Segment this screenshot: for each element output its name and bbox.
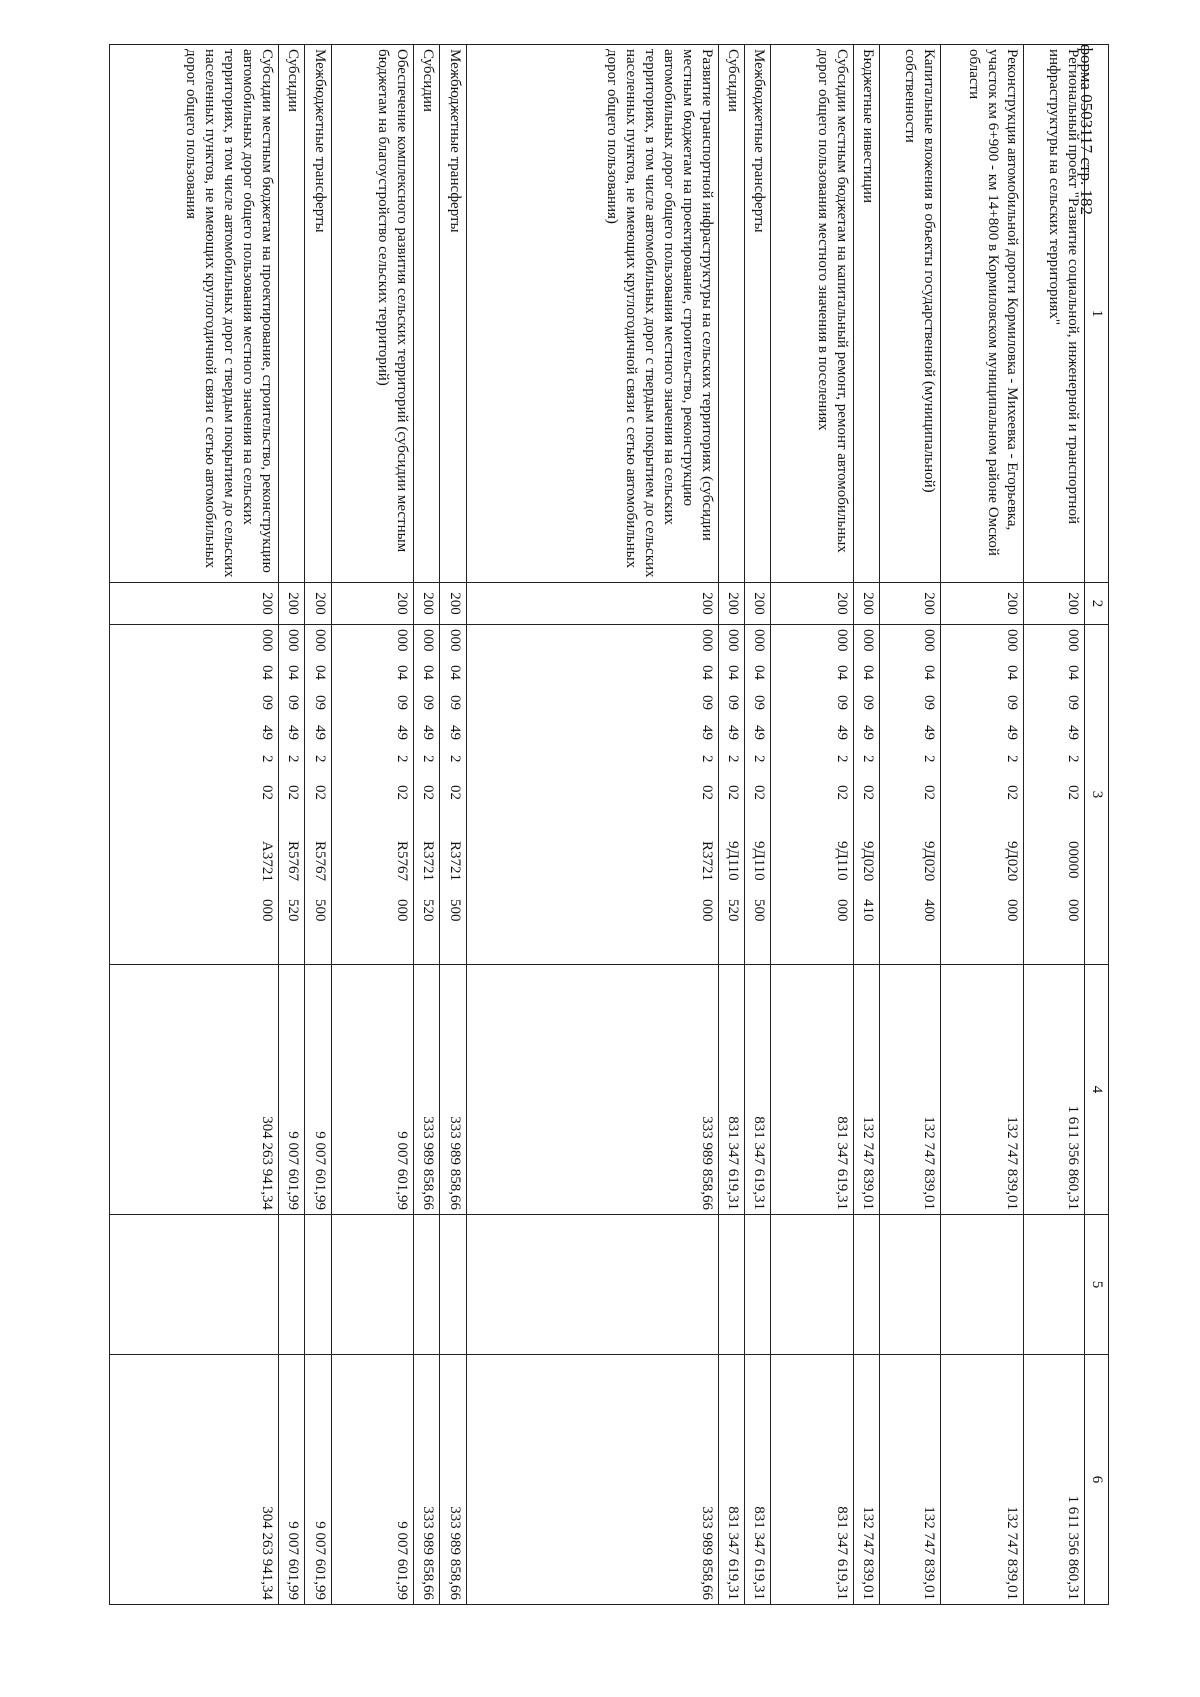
code-part: 04: [725, 665, 742, 680]
code-part: 2: [725, 755, 742, 763]
code-part: 000: [921, 629, 938, 652]
row-line-code: 200: [466, 583, 718, 625]
code-part: R5767: [393, 841, 410, 882]
code-part: 2: [285, 755, 302, 763]
code-part: 000: [420, 629, 437, 652]
code-part: 09: [420, 695, 437, 710]
row-classification-code: [440, 625, 466, 965]
row-classification-code: [1023, 625, 1084, 965]
row-col4-value: 333 989 858,66: [466, 965, 718, 1215]
row-col5-value: [110, 1215, 279, 1355]
row-col4-value: 1 611 356 860,31: [1023, 965, 1084, 1215]
column-header: 6: [1085, 1355, 1109, 1605]
code-part: 2: [393, 755, 410, 763]
code-part: 000: [751, 629, 768, 652]
code-part: 49: [833, 725, 850, 740]
code-part: 2: [311, 755, 328, 763]
row-col6-value: 333 989 858,66: [466, 1355, 718, 1605]
code-part: 000: [259, 899, 276, 922]
row-classification-code: [879, 625, 940, 965]
code-part: 09: [859, 695, 876, 710]
row-name: Субсидии: [279, 45, 305, 583]
code-part: 02: [859, 785, 876, 800]
column-header: 3: [1085, 625, 1109, 965]
row-col4-value: 9 007 601,99: [331, 965, 413, 1215]
code-part: 02: [285, 785, 302, 800]
row-line-code: 200: [110, 583, 279, 625]
code-part: 02: [751, 785, 768, 800]
row-col4-value: 831 347 619,31: [718, 965, 744, 1215]
row-col6-value: 831 347 619,31: [771, 1355, 853, 1605]
code-part: 04: [446, 665, 463, 680]
row-classification-code: [466, 625, 718, 965]
table-row: [879, 45, 940, 1605]
row-line-code: 200: [941, 583, 1023, 625]
row-line-code: 200: [413, 583, 439, 625]
code-part: 09: [751, 695, 768, 710]
code-part: R5767: [311, 841, 328, 882]
code-part: 49: [285, 725, 302, 740]
code-part: 410: [859, 899, 876, 922]
row-classification-code: [771, 625, 853, 965]
code-parts: [749, 629, 768, 964]
row-line-code: 200: [718, 583, 744, 625]
code-part: 49: [725, 725, 742, 740]
row-name: Межбюджетные трансферты: [440, 45, 466, 583]
row-line-code: 200: [771, 583, 853, 625]
code-part: 04: [393, 665, 410, 680]
code-part: 09: [1065, 695, 1081, 710]
row-name: Субсидии: [718, 45, 744, 583]
row-line-code: 200: [1023, 583, 1084, 625]
row-col4-value: 9 007 601,99: [279, 965, 305, 1215]
code-part: 09: [259, 695, 276, 710]
column-header: 1: [1085, 45, 1109, 583]
code-part: 49: [393, 725, 410, 740]
code-part: 9Д110: [751, 841, 768, 881]
code-part: 000: [833, 899, 850, 922]
code-part: 000: [1065, 899, 1081, 922]
code-part: 04: [259, 665, 276, 680]
row-classification-code: [279, 625, 305, 965]
row-col4-value: 132 747 839,01: [941, 965, 1023, 1215]
code-part: 9Д110: [833, 841, 850, 881]
code-part: 2: [833, 755, 850, 763]
code-part: 9Д020: [921, 841, 938, 882]
row-col5-value: [745, 1215, 771, 1355]
column-header: 2: [1085, 583, 1109, 625]
code-part: 02: [1065, 785, 1081, 800]
code-part: 09: [921, 695, 938, 710]
column-header: 4: [1085, 965, 1109, 1215]
code-part: 000: [1003, 629, 1020, 652]
page-header: форма 0503117 стр. 182: [1077, 44, 1096, 215]
code-part: 520: [725, 899, 742, 922]
row-name: Субсидии местным бюджетам на проектирование, строительство, реконструкцию автомобильных дорог общего пользования местного значения на сельских территориях, в том числе автомобильных дорог с твердым покрытием до сельских населенных пунктов, не имеющих круглогодичной связи с сетью автомобильных дорог общего пользования: [110, 45, 279, 583]
row-name: Бюджетные инвестиции: [853, 45, 879, 583]
code-part: 400: [921, 899, 938, 922]
code-part: 2: [751, 755, 768, 763]
table-body: [110, 45, 1085, 1605]
code-part: R3721: [446, 841, 463, 882]
code-part: 2: [698, 755, 715, 763]
code-part: 49: [1065, 725, 1081, 740]
table-row: [440, 45, 466, 1605]
code-part: 04: [420, 665, 437, 680]
code-parts: [283, 629, 302, 964]
code-part: 000: [698, 629, 715, 652]
code-part: 49: [420, 725, 437, 740]
row-col4-value: 304 263 941,34: [110, 965, 279, 1215]
row-col4-value: 9 007 601,99: [305, 965, 331, 1215]
row-name: Капитальные вложения в объекты государственной (муниципальной) собственности: [879, 45, 940, 583]
code-part: 04: [1003, 665, 1020, 680]
row-line-code: 200: [879, 583, 940, 625]
code-part: 02: [311, 785, 328, 800]
row-col6-value: 831 347 619,31: [718, 1355, 744, 1605]
table-row: [718, 45, 744, 1605]
table-row: [771, 45, 853, 1605]
code-part: 09: [311, 695, 328, 710]
code-part: 000: [1003, 899, 1020, 922]
row-col6-value: 9 007 601,99: [305, 1355, 331, 1605]
row-line-code: 200: [853, 583, 879, 625]
code-part: 9Д020: [1003, 841, 1020, 882]
code-part: 49: [859, 725, 876, 740]
code-part: 04: [698, 665, 715, 680]
row-col6-value: 132 747 839,01: [853, 1355, 879, 1605]
code-part: R3721: [698, 841, 715, 882]
code-part: 02: [698, 785, 715, 800]
code-part: 000: [393, 629, 410, 652]
table-row: [466, 45, 718, 1605]
row-name: Субсидии местным бюджетам на капитальный ремонт, ремонт автомобильных дорог общего пользования местного значения в поселениях: [771, 45, 853, 583]
row-col6-value: 132 747 839,01: [941, 1355, 1023, 1605]
code-part: 09: [725, 695, 742, 710]
row-classification-code: [745, 625, 771, 965]
column-header: 5: [1085, 1215, 1109, 1355]
code-part: 2: [420, 755, 437, 763]
row-col5-value: [853, 1215, 879, 1355]
code-part: 04: [921, 665, 938, 680]
code-part: 04: [833, 665, 850, 680]
code-part: 000: [725, 629, 742, 652]
code-parts: [1063, 629, 1082, 964]
row-col4-value: 831 347 619,31: [745, 965, 771, 1215]
row-line-code: 200: [305, 583, 331, 625]
row-classification-code: [110, 625, 279, 965]
code-part: 02: [921, 785, 938, 800]
code-part: 49: [698, 725, 715, 740]
row-name: Межбюджетные трансферты: [745, 45, 771, 583]
table-row: [279, 45, 305, 1605]
code-part: R5767: [285, 841, 302, 882]
row-classification-code: [718, 625, 744, 965]
code-part: 02: [446, 785, 463, 800]
row-col5-value: [1023, 1215, 1084, 1355]
code-part: 2: [259, 755, 276, 763]
table-row: [853, 45, 879, 1605]
row-col5-value: [305, 1215, 331, 1355]
header-row: [1085, 45, 1109, 1605]
table-row: [110, 45, 279, 1605]
row-col5-value: [879, 1215, 940, 1355]
code-part: 000: [1065, 629, 1081, 652]
code-part: 000: [446, 629, 463, 652]
row-col4-value: 333 989 858,66: [413, 965, 439, 1215]
code-parts: [832, 629, 851, 964]
row-col4-value: 831 347 619,31: [771, 965, 853, 1215]
row-name: Субсидии: [413, 45, 439, 583]
code-part: 09: [285, 695, 302, 710]
code-parts: [697, 629, 716, 964]
row-col5-value: [718, 1215, 744, 1355]
code-part: 49: [1003, 725, 1020, 740]
row-line-code: 200: [279, 583, 305, 625]
code-part: 000: [311, 629, 328, 652]
row-classification-code: [941, 625, 1023, 965]
code-part: 04: [285, 665, 302, 680]
code-part: 02: [1003, 785, 1020, 800]
table-row: [941, 45, 1023, 1605]
code-part: R3721: [420, 841, 437, 882]
code-part: 09: [698, 695, 715, 710]
row-classification-code: [305, 625, 331, 965]
code-part: 00000: [1065, 841, 1081, 879]
code-part: 04: [1065, 665, 1081, 680]
table-row: [1023, 45, 1084, 1605]
code-part: 000: [859, 629, 876, 652]
code-parts: [310, 629, 329, 964]
row-name: Межбюджетные трансферты: [305, 45, 331, 583]
code-part: 500: [446, 899, 463, 922]
code-part: 02: [725, 785, 742, 800]
row-col6-value: 1 611 356 860,31: [1023, 1355, 1084, 1605]
code-parts: [445, 629, 464, 964]
code-part: 09: [833, 695, 850, 710]
code-part: 09: [1003, 695, 1020, 710]
code-part: 500: [751, 899, 768, 922]
code-part: 02: [393, 785, 410, 800]
code-part: 49: [311, 725, 328, 740]
row-col5-value: [466, 1215, 718, 1355]
code-parts: [858, 629, 877, 964]
code-part: 49: [446, 725, 463, 740]
row-name: Обеспечение комплексного развития сельских территорий (субсидии местным бюджетам на благоустройство сельских территорий): [331, 45, 413, 583]
row-col6-value: 333 989 858,66: [440, 1355, 466, 1605]
row-classification-code: [853, 625, 879, 965]
row-col6-value: 132 747 839,01: [879, 1355, 940, 1605]
code-parts: [919, 629, 938, 964]
code-parts: [257, 629, 276, 964]
row-line-code: 200: [440, 583, 466, 625]
row-col5-value: [771, 1215, 853, 1355]
code-part: 02: [833, 785, 850, 800]
code-part: 09: [446, 695, 463, 710]
table-row: [331, 45, 413, 1605]
code-part: 520: [285, 899, 302, 922]
table-row: [413, 45, 439, 1605]
row-col6-value: 831 347 619,31: [745, 1355, 771, 1605]
code-parts: [392, 629, 411, 964]
code-part: 000: [285, 629, 302, 652]
code-parts: [723, 629, 742, 964]
budget-table-container: [109, 44, 1109, 1604]
row-col6-value: 9 007 601,99: [279, 1355, 305, 1605]
table-row: [745, 45, 771, 1605]
row-col6-value: 333 989 858,66: [413, 1355, 439, 1605]
code-part: 000: [698, 899, 715, 922]
code-part: 02: [259, 785, 276, 800]
code-part: 500: [311, 899, 328, 922]
table-row: [305, 45, 331, 1605]
code-part: 49: [259, 725, 276, 740]
code-part: A3721: [259, 841, 276, 882]
code-part: 000: [393, 899, 410, 922]
code-part: 04: [311, 665, 328, 680]
code-part: 04: [859, 665, 876, 680]
code-part: 02: [420, 785, 437, 800]
row-col5-value: [440, 1215, 466, 1355]
code-part: 2: [921, 755, 938, 763]
code-part: 000: [259, 629, 276, 652]
row-col5-value: [279, 1215, 305, 1355]
row-name: Развитие транспортной инфраструктуры на сельских территориях (субсидии местным бюджетам на проектирование, строительство, реконструкцию автомобильных дорог общего пользования местного значения на сельских территориях, в том числе автомобильных дорог с твердым покрытием до сельских населенных пунктов, не имеющих круглогодичной связи с сетью автомобильных дорог общего пользования): [466, 45, 718, 583]
row-col4-value: 333 989 858,66: [440, 965, 466, 1215]
code-part: 2: [1065, 755, 1081, 763]
row-col4-value: 132 747 839,01: [853, 965, 879, 1215]
budget-table: [109, 44, 1109, 1605]
row-name: Реконструкция автомобильной дороги Кормиловка - Михеевка - Егорьевка, участок км 6+900 - км 14+800 в Кормиловском муниципальном районе Омской области: [941, 45, 1023, 583]
row-line-code: 200: [331, 583, 413, 625]
code-part: 520: [420, 899, 437, 922]
row-col6-value: 304 263 941,34: [110, 1355, 279, 1605]
code-part: 2: [859, 755, 876, 763]
row-col4-value: 132 747 839,01: [879, 965, 940, 1215]
row-classification-code: [331, 625, 413, 965]
code-part: 9Д110: [725, 841, 742, 881]
row-line-code: 200: [745, 583, 771, 625]
code-part: 2: [1003, 755, 1020, 763]
code-part: 04: [751, 665, 768, 680]
row-col5-value: [941, 1215, 1023, 1355]
code-part: 2: [446, 755, 463, 763]
row-col5-value: [413, 1215, 439, 1355]
row-col5-value: [331, 1215, 413, 1355]
code-parts: [1002, 629, 1021, 964]
code-part: 49: [751, 725, 768, 740]
row-name: Региональный проект "Развитие социальной, инженерной и транспортной инфраструктуры на сельских территориях": [1023, 45, 1084, 583]
code-part: 000: [833, 629, 850, 652]
code-part: 49: [921, 725, 938, 740]
code-parts: [418, 629, 437, 964]
code-part: 09: [393, 695, 410, 710]
row-classification-code: [413, 625, 439, 965]
row-col6-value: 9 007 601,99: [331, 1355, 413, 1605]
code-part: 9Д020: [859, 841, 876, 882]
